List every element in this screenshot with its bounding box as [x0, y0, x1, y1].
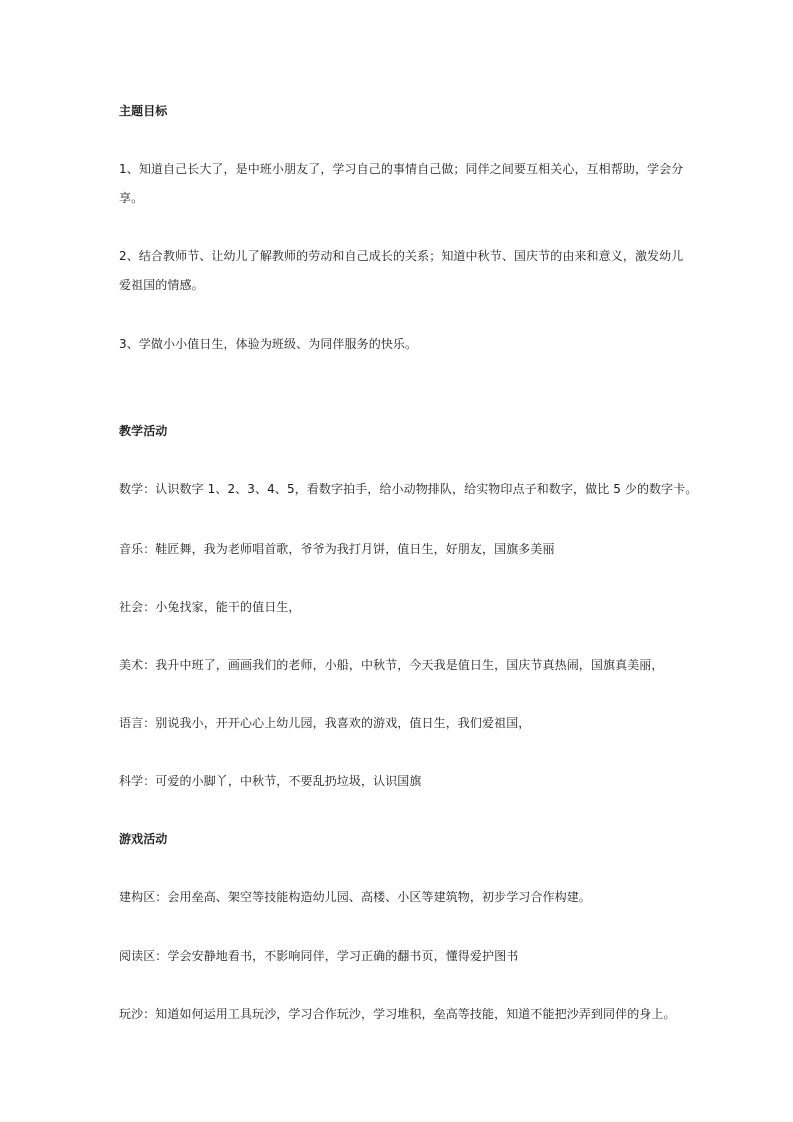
teaching-item-social: 社会：小兔找家，能干的值日生，	[119, 600, 301, 614]
teaching-item-science: 科学：可爱的小脚丫，中秋节，不要乱扔垃圾，认识国旗	[119, 774, 422, 788]
game-item-reading: 阅读区：学会安静地看书，不影响同伴，学习正确的翻书页，懂得爱护图书	[119, 949, 519, 963]
game-item-construction: 建构区：会用垒高、架空等技能构造幼儿园、高楼、小区等建筑物，初步学习合作构建。	[119, 890, 591, 904]
game-item-sand: 玩沙：知道如何运用工具玩沙，学习合作玩沙，学习堆积，垒高等技能，知道不能把沙弄到同伴的身上。	[119, 1007, 676, 1021]
teaching-item-language: 语言：别说我小，开开心心上幼儿园，我喜欢的游戏，值日生，我们爱祖国，	[119, 716, 531, 730]
goal-item-1: 1、知道自己长大了，是中班小朋友了，学习自己的事情自己做；同伴之间要互相关心，互相帮助，学会分享。	[119, 162, 684, 205]
teaching-item-music: 音乐：鞋匠舞，我为老师唱首歌，爷爷为我打月饼，值日生，好朋友，国旗多美丽	[119, 542, 555, 556]
games-heading: 游戏活动	[119, 832, 168, 846]
teaching-item-math: 数学：认识数字 1、2、3、4、5，看数字拍手，给小动物排队，给实物印点子和数字，做比 5 少的数字卡。	[119, 482, 698, 496]
goals-heading: 主题目标	[119, 104, 168, 118]
goal-item-2: 2、结合教师节、让幼儿了解教师的劳动和自己成长的关系；知道中秋节、国庆节的由来和意义，激发幼儿爱祖国的情感。	[119, 249, 684, 292]
teaching-item-art: 美术：我升中班了，画画我们的老师，小船，中秋节，今天我是值日生，国庆节真热闹，国旗真美丽，	[119, 658, 664, 672]
teaching-heading: 教学活动	[119, 424, 168, 438]
goal-item-3: 3、学做小小值日生，体验为班级、为同伴服务的快乐。	[119, 337, 418, 351]
